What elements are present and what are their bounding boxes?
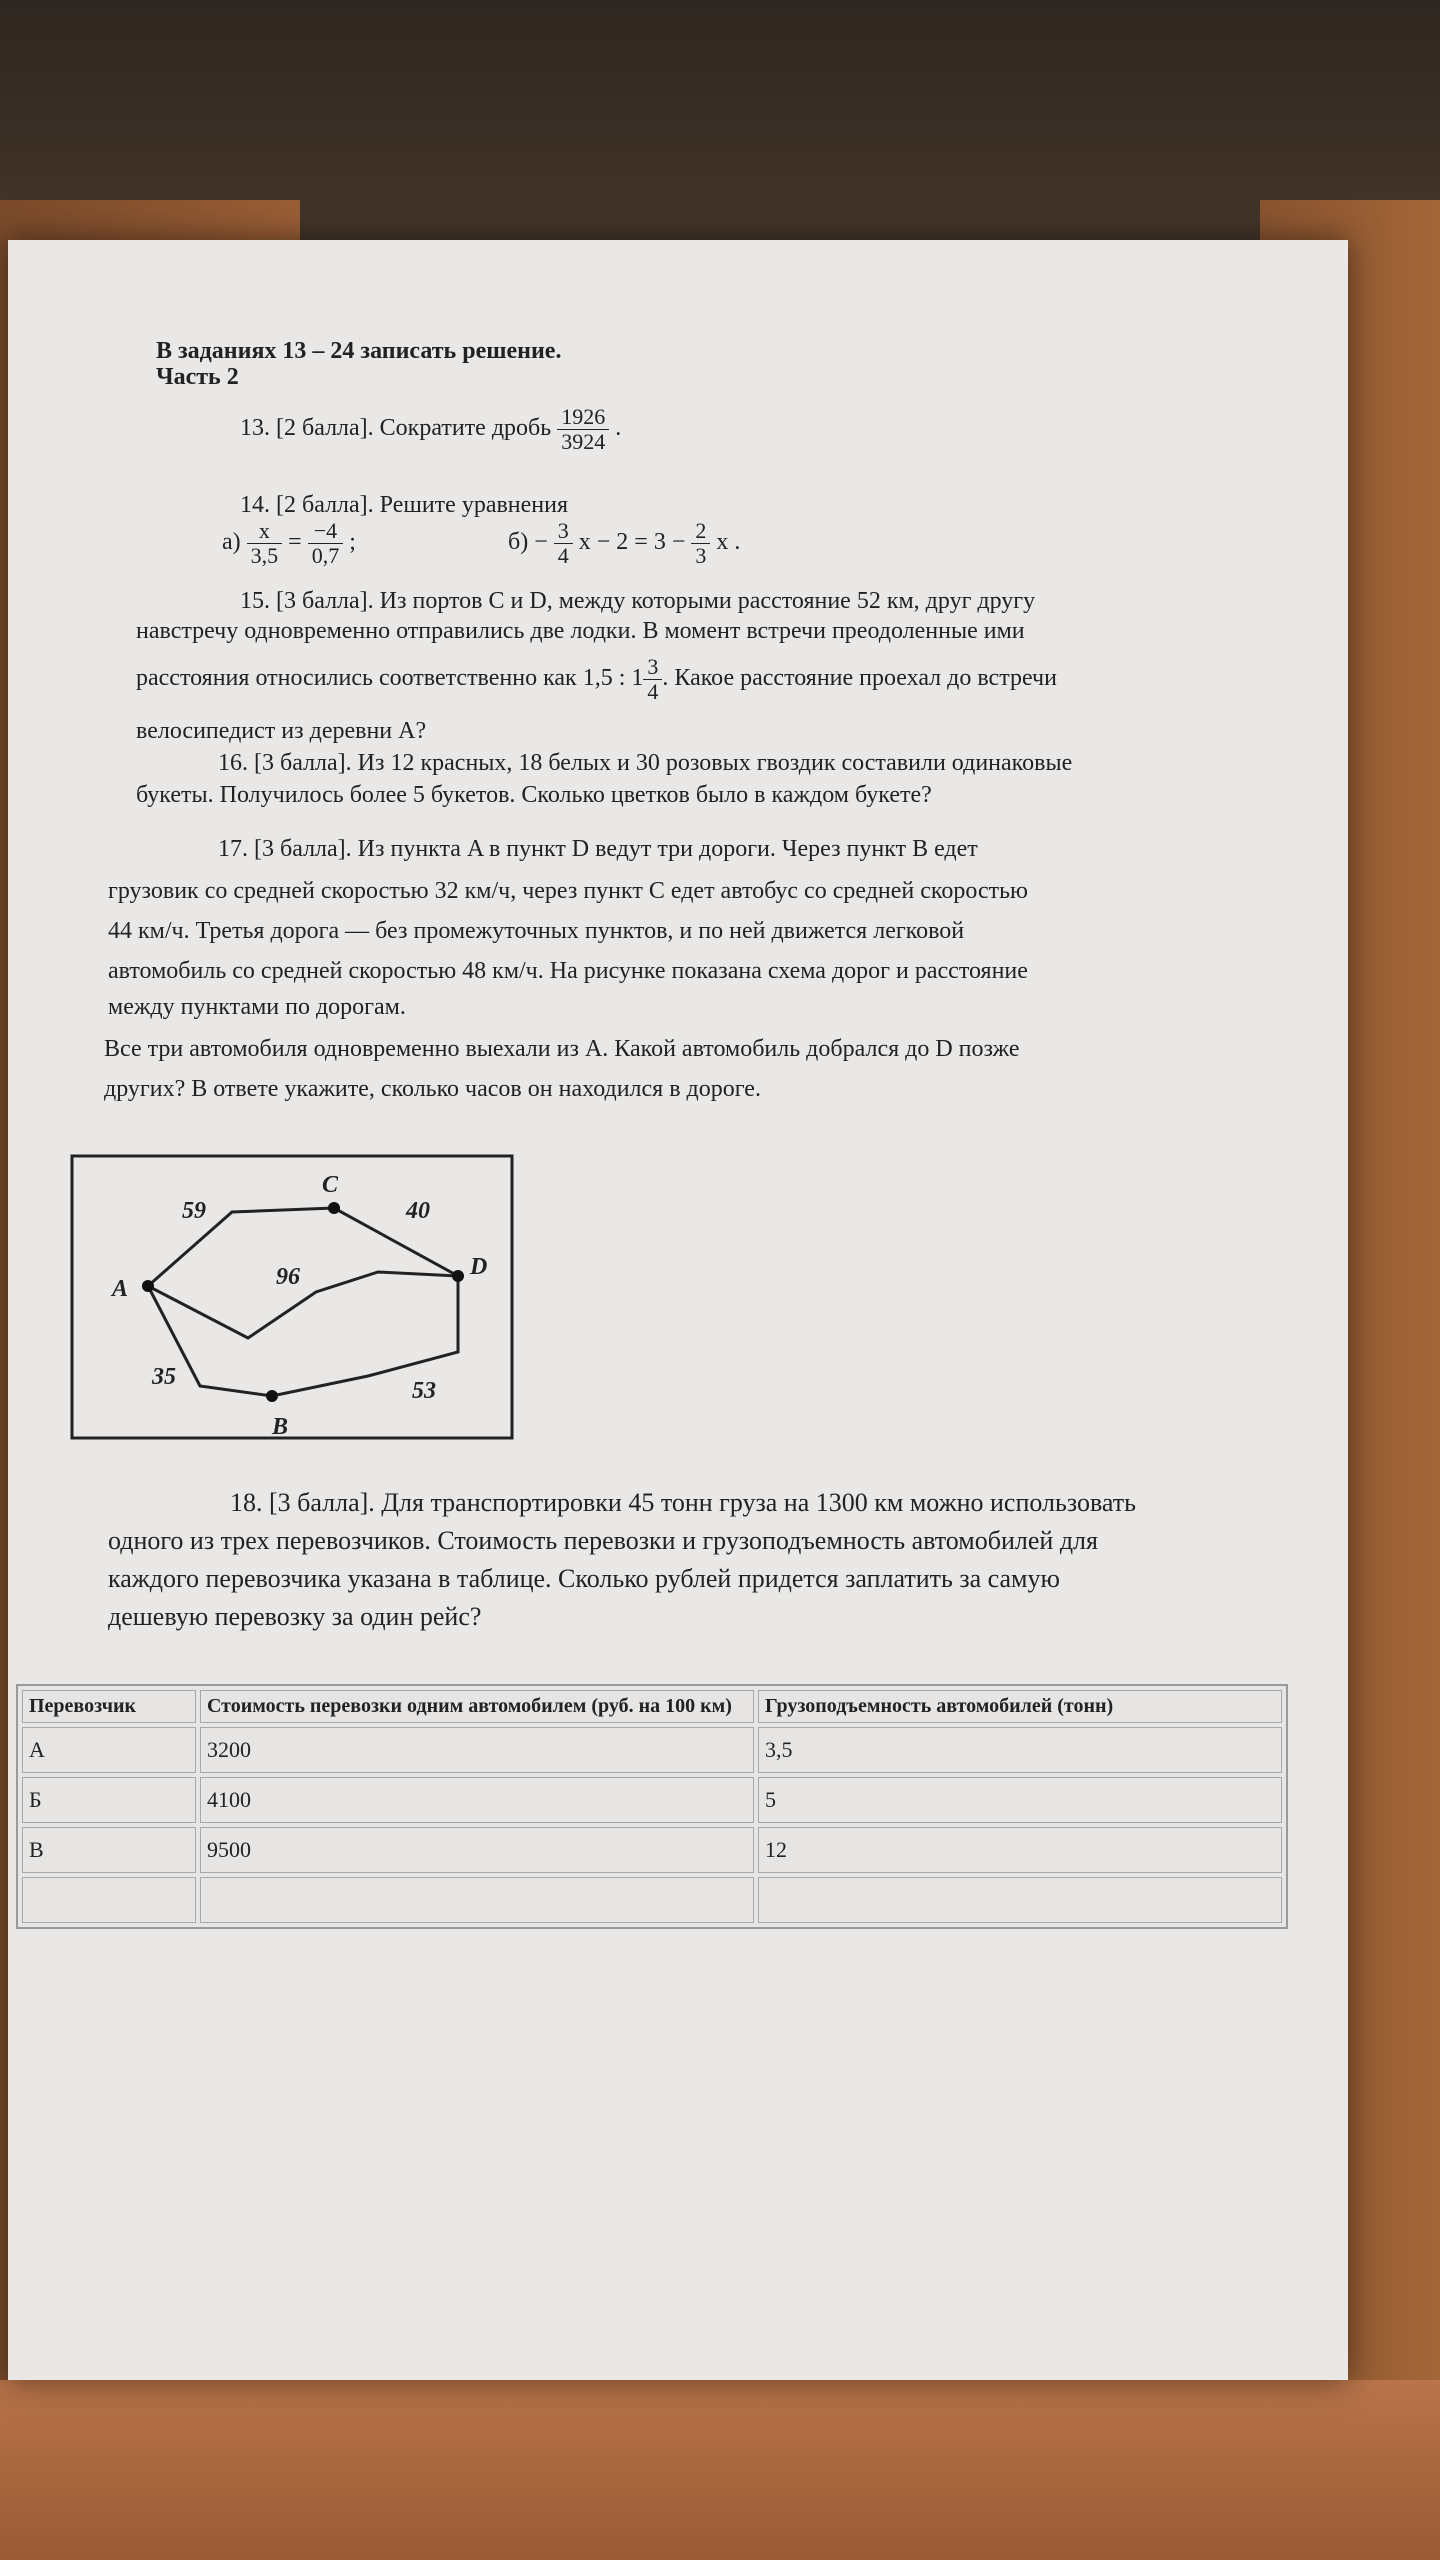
header-line-2: Часть 2 (156, 364, 239, 390)
task-17-line-7: других? В ответе укажите, сколько часов он находился в дороге. (104, 1076, 761, 1102)
header-line-1: В заданиях 13 – 24 записать решение. (156, 338, 562, 364)
task-18-line-4: дешевую перевозку за один рейс? (108, 1602, 482, 1631)
task-14-b-label: б) − (508, 529, 548, 555)
task-15-line-4: велосипедист из деревни A? (136, 718, 427, 744)
desk-bottom (0, 2380, 1440, 2560)
cell-carrier: В (22, 1827, 196, 1873)
task-17-line-6: Все три автомобиля одновременно выехали из A. Какой автомобиль добрался до D позже (104, 1036, 1020, 1062)
point-a (142, 1280, 154, 1292)
distance-ac: 59 (182, 1198, 206, 1224)
task-15-line-2: навстречу одновременно отправились две лодки. В момент встречи преодоленные ими (136, 618, 1025, 644)
denominator: 0,7 (311, 542, 340, 568)
task-18-line-1: 18. [3 балла]. Для транспортировки 45 тонн груза на 1300 км можно использовать (230, 1488, 1137, 1517)
task-14-title: 14. [2 балла]. Решите уравнения (240, 492, 569, 518)
distance-bd: 53 (412, 1378, 436, 1404)
label-c: C (322, 1172, 339, 1198)
cell-carrier: Б (22, 1777, 196, 1823)
table-header-row (22, 1690, 1282, 1723)
task-15-line-1: 15. [3 балла]. Из портов C и D, между которыми расстояние 52 км, друг другу (240, 588, 1036, 614)
task-14-equation-b (508, 516, 740, 568)
point-b (266, 1390, 278, 1402)
task-17-line-4: автомобиль со средней скоростью 48 км/ч. На рисунке показана схема дорог и расстояние (108, 958, 1028, 984)
task-14-b-fraction-2 (691, 519, 710, 568)
cell-carrier: А (22, 1727, 196, 1773)
task-14-equation-a (222, 516, 356, 568)
task-13-fraction (557, 405, 609, 454)
denominator: 4 (647, 678, 659, 704)
task-14-a-fraction-2 (308, 519, 344, 568)
road-a-d (148, 1272, 458, 1338)
header-cost: Стоимость перевозки одним автомобилем (руб. на 100 км) (200, 1690, 754, 1723)
carriers-table (16, 1684, 1288, 1929)
task-13 (240, 402, 621, 454)
task-18-line-3: каждого перевозчика указана в таблице. Сколько рублей придется заплатить за самую (108, 1564, 1060, 1593)
numerator: −4 (308, 519, 344, 544)
task-15-fraction (643, 655, 662, 704)
table-row (22, 1827, 1282, 1873)
task-15-line-3 (136, 652, 1057, 704)
cell-capacity: 12 (758, 1827, 1282, 1873)
cell-capacity: 5 (758, 1777, 1282, 1823)
numerator: x (247, 519, 283, 544)
point-c (328, 1202, 340, 1214)
semicolon: ; (349, 529, 356, 555)
table-row-empty (22, 1877, 1282, 1923)
cell-cost: 9500 (200, 1827, 754, 1873)
task-14-a-fraction-1 (247, 519, 283, 568)
distance-ab: 35 (152, 1364, 176, 1390)
task-16-line-2: букеты. Получилось более 5 букетов. Сколько цветков было в каждом букете? (136, 782, 932, 808)
numerator: 3 (643, 655, 662, 680)
task-16-line-1: 16. [3 балла]. Из 12 красных, 18 белых и 30 розовых гвоздик составили одинаковые (218, 750, 1073, 776)
denominator: 3 (695, 542, 707, 568)
table-row (22, 1727, 1282, 1773)
cell-capacity: 3,5 (758, 1727, 1282, 1773)
table-row (22, 1777, 1282, 1823)
header-carrier: Перевозчик (22, 1690, 196, 1723)
numerator: 3 (554, 519, 573, 544)
task-13-denominator: 3924 (561, 428, 606, 454)
diagram-frame (72, 1156, 512, 1438)
task-15-line-3b: . Какое расстояние проехал до встречи (662, 665, 1057, 691)
label-a: A (112, 1276, 129, 1302)
denominator: 3,5 (250, 542, 279, 568)
task-17-line-2: грузовик со средней скоростью 32 км/ч, через пункт C едет автобус со средней скоростью (108, 878, 1028, 904)
road-diagram (68, 1152, 518, 1442)
distance-ad: 96 (276, 1264, 300, 1290)
task-17-line-1: 17. [3 балла]. Из пункта A в пункт D ведут три дороги. Через пункт B едет (218, 836, 978, 862)
task-17-line-3: 44 км/ч. Третья дорога — без промежуточных пунктов, и по ней движется легковой (108, 918, 965, 944)
task-13-numerator: 1926 (557, 405, 609, 430)
cell-cost: 3200 (200, 1727, 754, 1773)
task-17-line-5: между пунктами по дорогам. (108, 994, 406, 1020)
cell-cost: 4100 (200, 1777, 754, 1823)
point-d (452, 1270, 464, 1282)
cell-capacity (758, 1877, 1282, 1923)
cell-carrier (22, 1877, 196, 1923)
task-15-line-3a: расстояния относились соответственно как 1,5 : 1 (136, 665, 644, 691)
numerator: 2 (691, 519, 710, 544)
worksheet-paper (8, 240, 1348, 2380)
label-d: D (470, 1254, 488, 1280)
label-b: B (272, 1414, 289, 1440)
equals-sign: = (288, 529, 302, 555)
cell-cost (200, 1877, 754, 1923)
task-18-line-2: одного из трех перевозчиков. Стоимость перевозки и грузоподъемность автомобилей для (108, 1526, 1098, 1555)
task-14-a-label: а) (222, 529, 241, 555)
task-13-text: 13. [2 балла]. Сократите дробь (240, 415, 552, 441)
denominator: 4 (557, 542, 569, 568)
task-14-b-middle: x − 2 = 3 − (578, 529, 686, 555)
distance-cd: 40 (406, 1198, 430, 1224)
task-13-end: . (615, 415, 622, 441)
task-14-b-fraction-1 (554, 519, 573, 568)
header-capacity: Грузоподъемность автомобилей (тонн) (758, 1690, 1282, 1723)
task-14-b-end: x . (716, 529, 741, 555)
